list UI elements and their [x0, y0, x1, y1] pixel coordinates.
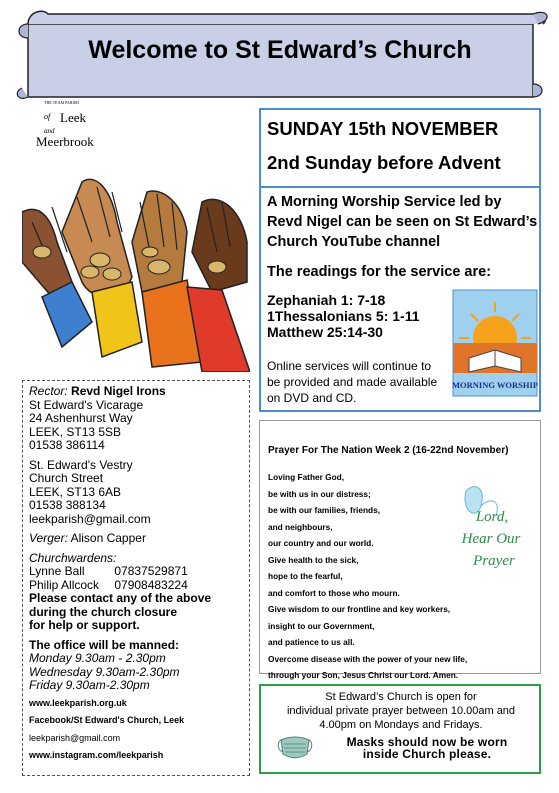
office-hours-line: Friday 9.30am-2.30pm	[29, 678, 150, 692]
warden-name: Lynne Ball	[29, 564, 85, 578]
warden-line	[29, 579, 249, 593]
morning-worship-caption: MORNING WORSHIP	[451, 380, 539, 390]
prayer-word: Prayer	[473, 553, 515, 569]
reading-item: Matthew 25:14-30	[267, 324, 383, 340]
online-services-note: Online services will continue to be provided and made available on DVD and CD.	[267, 359, 438, 405]
vestry-line: St. Edward's Vestry	[29, 457, 133, 472]
rector-label: Rector:	[29, 384, 68, 398]
prayer-line: Loving Father God,	[268, 472, 345, 482]
vicarage-line: St Edward's Vicarage	[29, 397, 144, 412]
service-box	[259, 188, 541, 412]
opening-line: St Edward’s Church is open for	[325, 691, 477, 703]
rector-line	[29, 385, 249, 399]
vicarage-line: 24 Ashenhurst Way	[29, 411, 133, 425]
lord-hear-our-prayer-image	[446, 481, 536, 581]
reading-item: 1Thessalonians 5: 1-11	[267, 308, 420, 324]
page-title: Welcome to St Edward’s Church	[88, 36, 472, 64]
prayer-line: insight to our Government,	[268, 620, 375, 631]
prayer-line: hope to the fearful,	[268, 571, 343, 581]
face-mask-icon	[277, 732, 313, 760]
reading-item: Zephaniah 1: 7-18	[267, 292, 386, 308]
prayer-line: and patience to us all.	[268, 637, 355, 647]
opening-line: 4.00pm on Mondays and Fridays.	[319, 719, 483, 731]
hear-our-word: Hear Our	[461, 531, 521, 547]
morning-worship-image	[451, 288, 539, 398]
office-hours-line: Wednesday 9.30am-2.30pm	[29, 664, 180, 679]
logo-small-text: THE TEAM PARISH	[44, 100, 79, 105]
instagram-link[interactable]: www.instagram.com/leekparish	[29, 750, 164, 760]
service-announcement: A Morning Worship Service led by Revd Nigel can be seen on St Edward’s Church YouTube channel	[267, 194, 538, 250]
prayer-line: our country and our world.	[268, 538, 374, 548]
service-date: SUNDAY 15th NOVEMBER	[267, 118, 499, 139]
mask-notice	[317, 736, 537, 760]
logo-of: of	[44, 112, 51, 121]
vicarage-line: LEEK, ST13 5SB	[29, 424, 122, 439]
website-link[interactable]: www.leekparish.org.uk	[29, 697, 127, 708]
vestry-line: LEEK, ST13 6AB	[29, 484, 122, 499]
parish-logo	[30, 98, 120, 156]
logo-leek: Leek	[60, 110, 86, 125]
prayer-line: and neighbours,	[268, 521, 333, 532]
contact-note-line: during the church closure	[29, 604, 178, 619]
warden-name: Philip Allcock	[29, 577, 100, 592]
contact-note-line: for help or support.	[29, 618, 140, 632]
facebook-link[interactable]: Facebook/St Edward's Church, Leek	[29, 715, 185, 725]
logo-and: and	[44, 127, 55, 135]
office-hours-line: Monday 9.30am - 2.30pm	[29, 651, 166, 665]
church-open-box	[259, 684, 541, 774]
warden-phone: 07837529871	[114, 564, 188, 578]
vestry-email: leekparish@gmail.com	[29, 511, 151, 526]
prayer-line: be with us in our distress;	[268, 488, 371, 499]
verger-name: Alison Capper	[70, 531, 146, 545]
prayer-line: Give wisdom to our frontline and key workers,	[268, 604, 451, 614]
logo-meerbrook: Meerbrook	[36, 134, 94, 149]
warden-phone: 07908483224	[114, 577, 188, 592]
warden-line	[29, 565, 249, 579]
liturgical-day: 2nd Sunday before Advent	[267, 152, 501, 173]
mask-line: Masks should now be worn	[346, 735, 508, 749]
prayer-line: Overcome disease with the power of your new life,	[268, 653, 468, 664]
email-link[interactable]: leekparish@gmail.com	[29, 732, 121, 743]
opening-line: individual private prayer between 10.00am and	[286, 705, 516, 717]
mask-line: inside Church please.	[362, 747, 492, 761]
vestry-phone: 01538 388134	[29, 498, 106, 512]
date-box	[259, 108, 541, 188]
rector-name: Revd Nigel Irons	[71, 384, 166, 398]
contacts-panel	[22, 380, 250, 776]
vicarage-phone: 01538 386114	[29, 438, 105, 452]
hands-offering-illustration	[22, 172, 250, 372]
prayer-box	[259, 420, 541, 680]
vestry-line: Church Street	[29, 471, 104, 485]
verger-line	[29, 532, 249, 546]
prayer-line: through your Son, Jesus Christ our Lord. Amen.	[268, 670, 459, 680]
readings-list	[267, 292, 420, 340]
prayer-title: Prayer For The Nation Week 2 (16-22nd November)	[268, 445, 509, 456]
prayer-line: Give health to the sick,	[268, 554, 359, 565]
verger-label: Verger:	[29, 531, 68, 545]
office-title: The office will be manned:	[29, 637, 180, 652]
readings-title: The readings for the service are:	[267, 264, 492, 280]
prayer-line: be with our families, friends,	[268, 505, 381, 515]
prayer-text	[268, 469, 467, 684]
prayer-line: and comfort to those who mourn.	[268, 587, 400, 598]
lord-word: Lord,	[475, 509, 509, 525]
churchwardens-label: Churchwardens:	[29, 550, 117, 565]
contact-note-line: Please contact any of the above	[29, 591, 212, 605]
opening-times	[265, 690, 537, 732]
